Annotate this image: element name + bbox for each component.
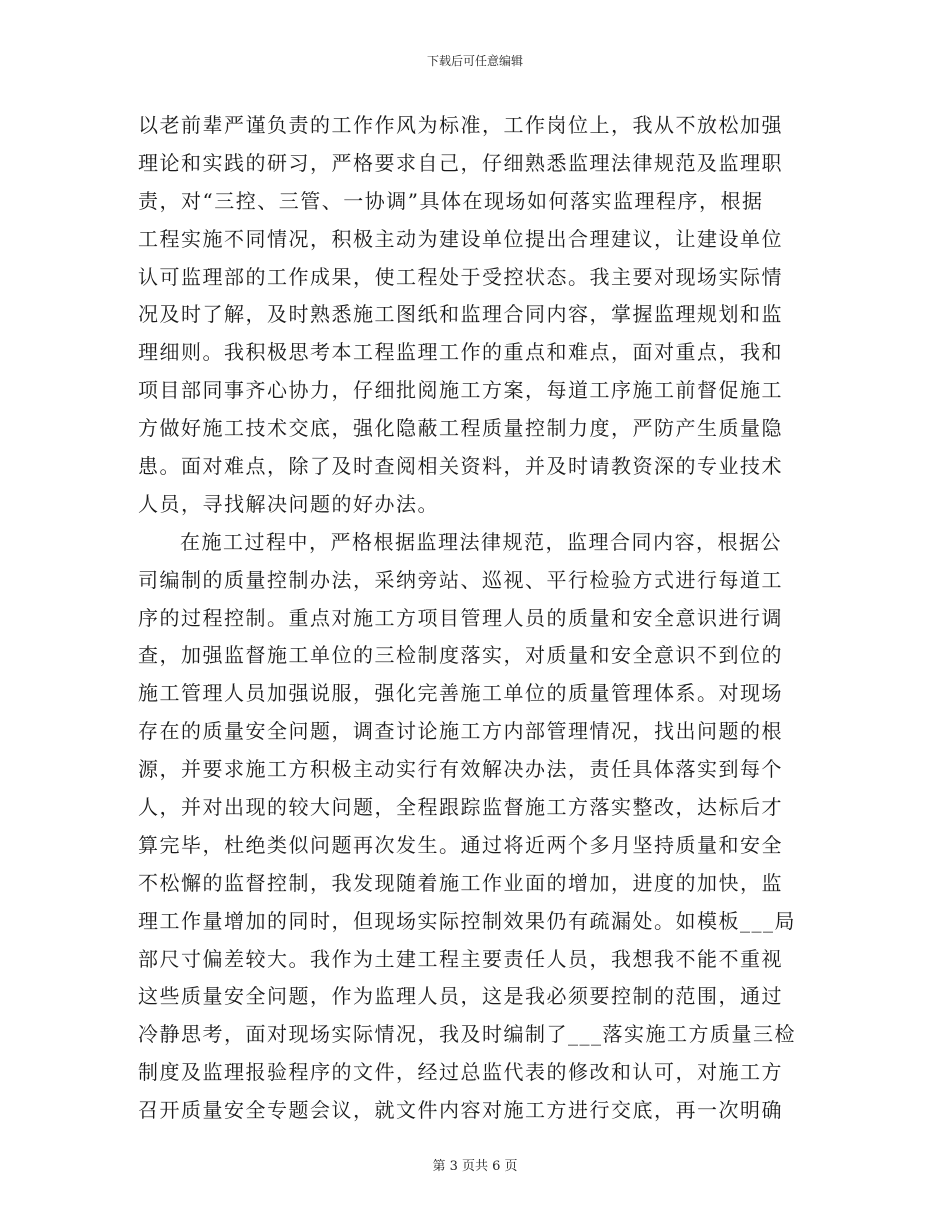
text-line: 认可监理部的工作成果，使工程处于受控状态。我主要对现场实际情 [138,264,783,289]
text-line: 部尺寸偏差较大。我作为土建工程主要责任人员，我想我不能不重视 [138,946,783,971]
page-number: 第 3 页共 6 页 [432,1159,518,1174]
text-line: 冷静思考，面对现场实际情况，我及时编制了___落实施工方质量三检 [138,1022,796,1047]
text-line: 施工管理人员加强说服，强化完善施工单位的质量管理体系。对现场 [138,681,783,706]
text-line: 人员，寻找解决问题的好办法。 [138,491,439,516]
text-line: 召开质量安全专题会议，就文件内容对施工方进行交底，再一次明确 [138,1098,783,1123]
text-line: 存在的质量安全问题，调查讨论施工方内部管理情况，找出问题的根 [138,719,783,744]
text-line: 责，对“三控、三管、一协调”具体在现场如何落实监理程序，根据 [138,188,764,213]
text-line: 源，并要求施工方积极主动实行有效解决办法，责任具体落实到每个 [138,757,783,782]
text-line: 理细则。我积极思考本工程监理工作的重点和难点，面对重点，我和 [138,340,783,365]
text-line: 查，加强监督施工单位的三检制度落实，对质量和安全意识不到位的 [138,643,783,668]
text-line: 方做好施工技术交底，强化隐蔽工程质量控制力度，严防产生质量隐 [138,416,783,441]
text-line: 司编制的质量控制办法，采纳旁站、巡视、平行检验方式进行每道工 [138,567,783,592]
text-line: 不松懈的监督控制，我发现随着施工作业面的增加，进度的加快，监 [138,870,783,895]
text-line: 制度及监理报验程序的文件，经过总监代表的修改和认可，对施工方 [138,1060,783,1085]
text-line: 况及时了解，及时熟悉施工图纸和监理合同内容，掌握监理规划和监 [138,302,783,327]
text-line: 序的过程控制。重点对施工方项目管理人员的质量和安全意识进行调 [138,605,783,630]
text-line: 理论和实践的研习，严格要求自己，仔细熟悉监理法律规范及监理职 [138,150,783,175]
text-line: 算完毕，杜绝类似问题再次发生。通过将近两个多月坚持质量和安全 [138,832,783,857]
text-line: 人，并对出现的较大问题，全程跟踪监督施工方落实整改，达标后才 [138,795,783,820]
paragraph-first-line: 在施工过程中，严格根据监理法律规范，监理合同内容，根据公 [180,529,782,554]
text-line: 这些质量安全问题，作为监理人员，这是我必须要控制的范围，通过 [138,984,783,1009]
page-header: 下载后可任意编辑 [426,54,523,68]
text-line: 项目部同事齐心协力，仔细批阅施工方案，每道工序施工前督促施工 [138,378,783,403]
document-body [138,107,808,1130]
text-line: 理工作量增加的同时，但现场实际控制效果仍有疏漏处。如模板___局 [138,908,796,933]
text-line: 患。面对难点，除了及时查阅相关资料，并及时请教资深的专业技术 [138,454,783,479]
text-line: 以老前辈严谨负责的工作作风为标准，工作岗位上，我从不放松加强 [138,113,783,137]
text-line: 工程实施不同情况，积极主动为建设单位提出合理建议，让建设单位 [138,226,783,251]
